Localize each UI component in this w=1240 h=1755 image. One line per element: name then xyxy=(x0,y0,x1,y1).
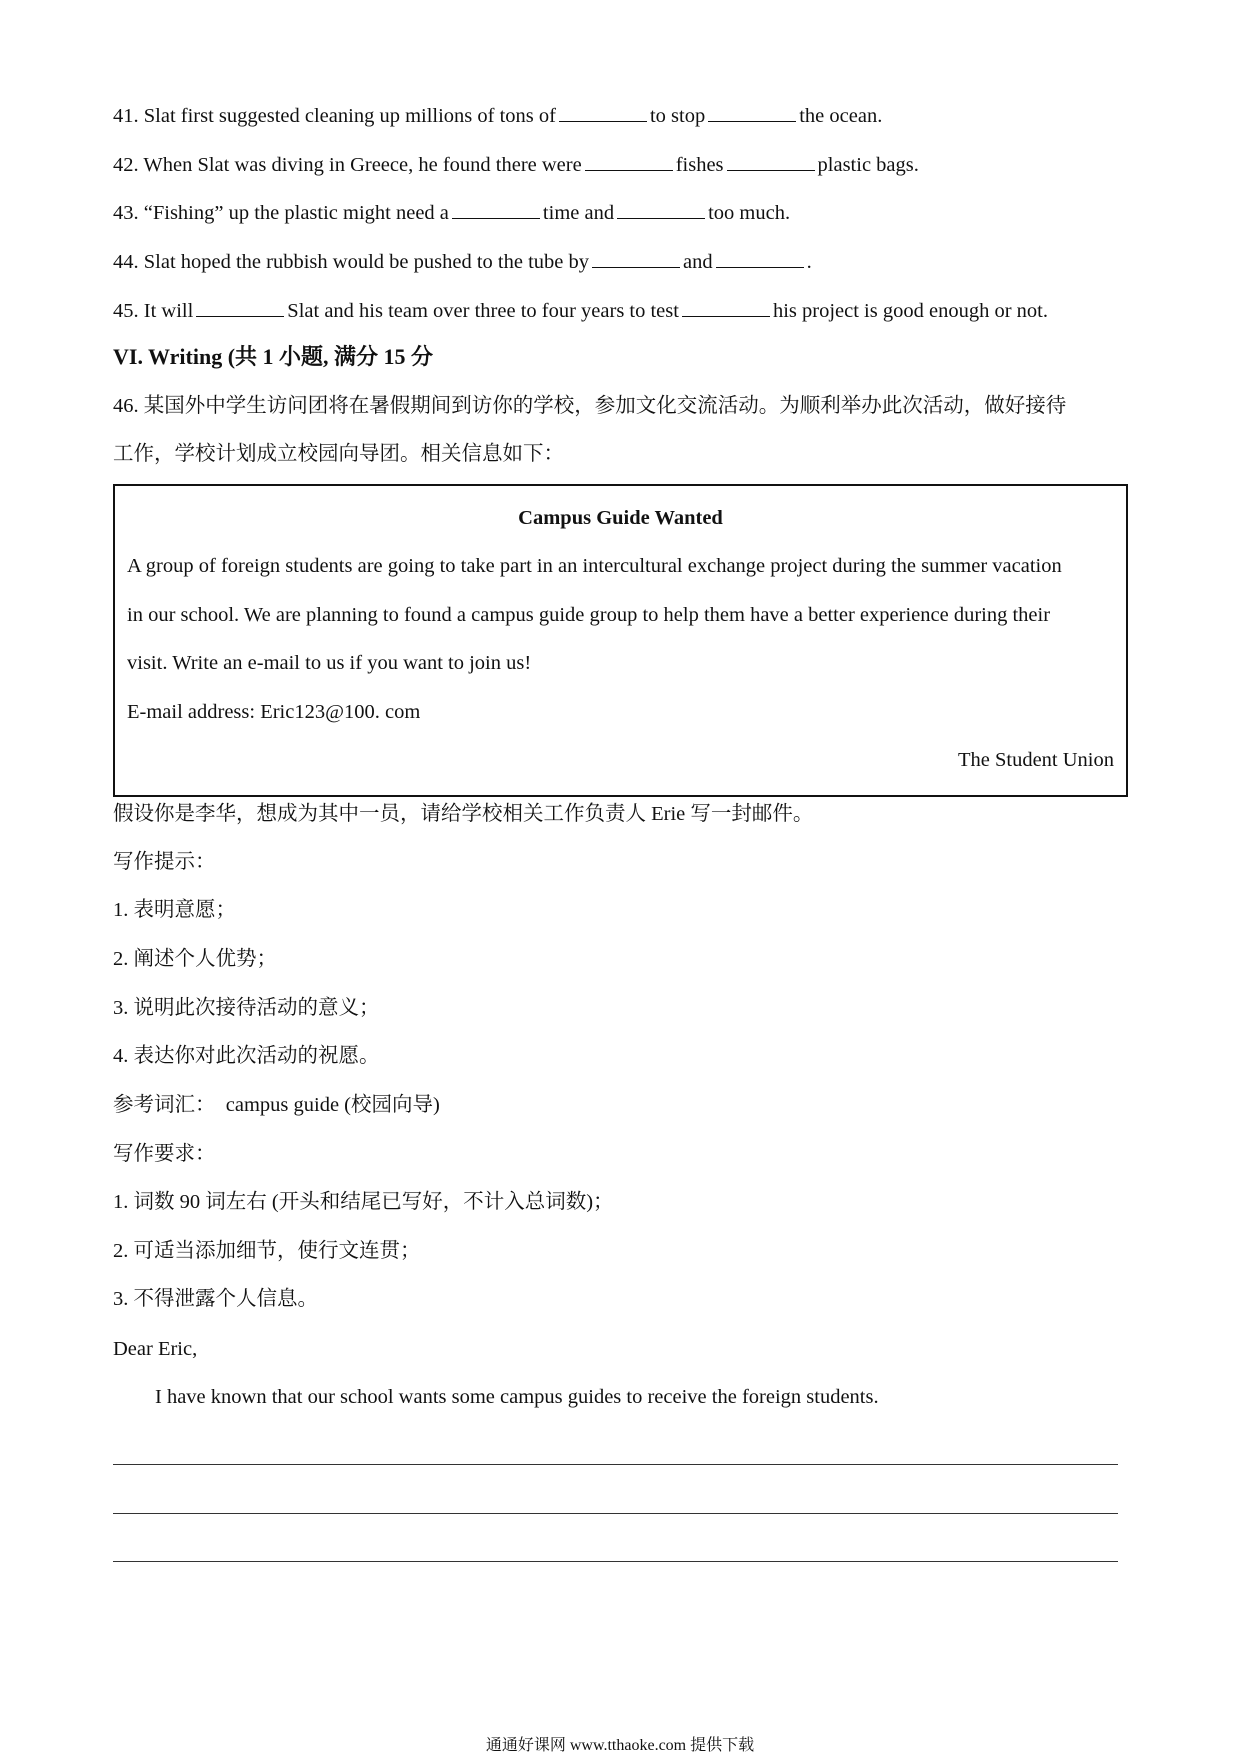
salutation: Dear Eric, xyxy=(113,1338,198,1360)
instruction: 2. 阐述个人优势； xyxy=(113,948,277,970)
writing-line[interactable] xyxy=(113,1464,1118,1465)
question-46-prompt-cont: 工作，学校计划成立校园向导团。相关信息如下： xyxy=(113,443,564,465)
instruction: 2. 可适当添加细节，使行文连贯； xyxy=(113,1240,421,1262)
question-41: 41. Slat first suggested cleaning up millions of tons of to stop the ocean. xyxy=(113,105,883,127)
question-44: 44. Slat hoped the rubbish would be pushed to the tube by and . xyxy=(113,251,812,273)
instruction: 1. 表明意愿； xyxy=(113,899,236,921)
answer-blank[interactable] xyxy=(708,103,796,122)
answer-blank[interactable] xyxy=(196,298,284,317)
answer-blank[interactable] xyxy=(716,249,804,268)
question-45: 45. It will Slat and his team over three to four years to test his project is good enough or not. xyxy=(113,300,1048,322)
question-46-prompt: 46. 某国外中学生访问团将在暑假期间到访你的学校，参加文化交流活动。为顺利举办此次活动，做好接待 xyxy=(113,395,1067,417)
notice-line: A group of foreign students are going to take part in an intercultural exchange project during the summer vacation xyxy=(127,555,1062,577)
footer-watermark: 通通好课网 www.tthaoke.com 提供下载 xyxy=(485,1737,755,1754)
notice-signature: The Student Union xyxy=(957,749,1114,771)
answer-blank[interactable] xyxy=(617,200,705,219)
writing-line[interactable] xyxy=(113,1561,1118,1562)
instruction: 1. 词数 90 词左右 (开头和结尾已写好，不计入总词数)； xyxy=(113,1191,614,1213)
section-title: VI. Writing (共 1 小题, 满分 15 分 xyxy=(113,344,434,369)
answer-blank[interactable] xyxy=(682,298,770,317)
writing-line[interactable] xyxy=(113,1513,1118,1514)
instruction: 写作要求： xyxy=(113,1143,216,1165)
instruction: 写作提示： xyxy=(113,851,216,873)
question-43: 43. “Fishing” up the plastic might need a time and too much. xyxy=(113,202,791,224)
instruction: 3. 不得泄露个人信息。 xyxy=(113,1288,318,1310)
answer-blank[interactable] xyxy=(727,152,815,171)
instruction: 3. 说明此次接待活动的意义； xyxy=(113,997,380,1019)
notice-line: visit. Write an e-mail to us if you want to join us! xyxy=(127,652,532,674)
instruction: 参考词汇： campus guide (校园向导) xyxy=(113,1094,440,1116)
answer-blank[interactable] xyxy=(585,152,673,171)
notice-email: E-mail address: Eric123@100. com xyxy=(127,701,421,723)
answer-blank[interactable] xyxy=(592,249,680,268)
instruction: 假设你是李华，想成为其中一员，请给学校相关工作负责人 Erie 写一封邮件。 xyxy=(113,803,814,825)
opening-sentence: I have known that our school wants some campus guides to receive the foreign students. xyxy=(155,1386,879,1408)
notice-box xyxy=(113,484,1128,797)
notice-title: Campus Guide Wanted xyxy=(518,507,723,529)
answer-blank[interactable] xyxy=(452,200,540,219)
notice-line: in our school. We are planning to found a campus guide group to help them have a better experience during their xyxy=(127,604,1051,626)
answer-blank[interactable] xyxy=(559,103,647,122)
instruction: 4. 表达你对此次活动的祝愿。 xyxy=(113,1045,380,1067)
question-42: 42. When Slat was diving in Greece, he found there were fishes plastic bags. xyxy=(113,154,919,176)
